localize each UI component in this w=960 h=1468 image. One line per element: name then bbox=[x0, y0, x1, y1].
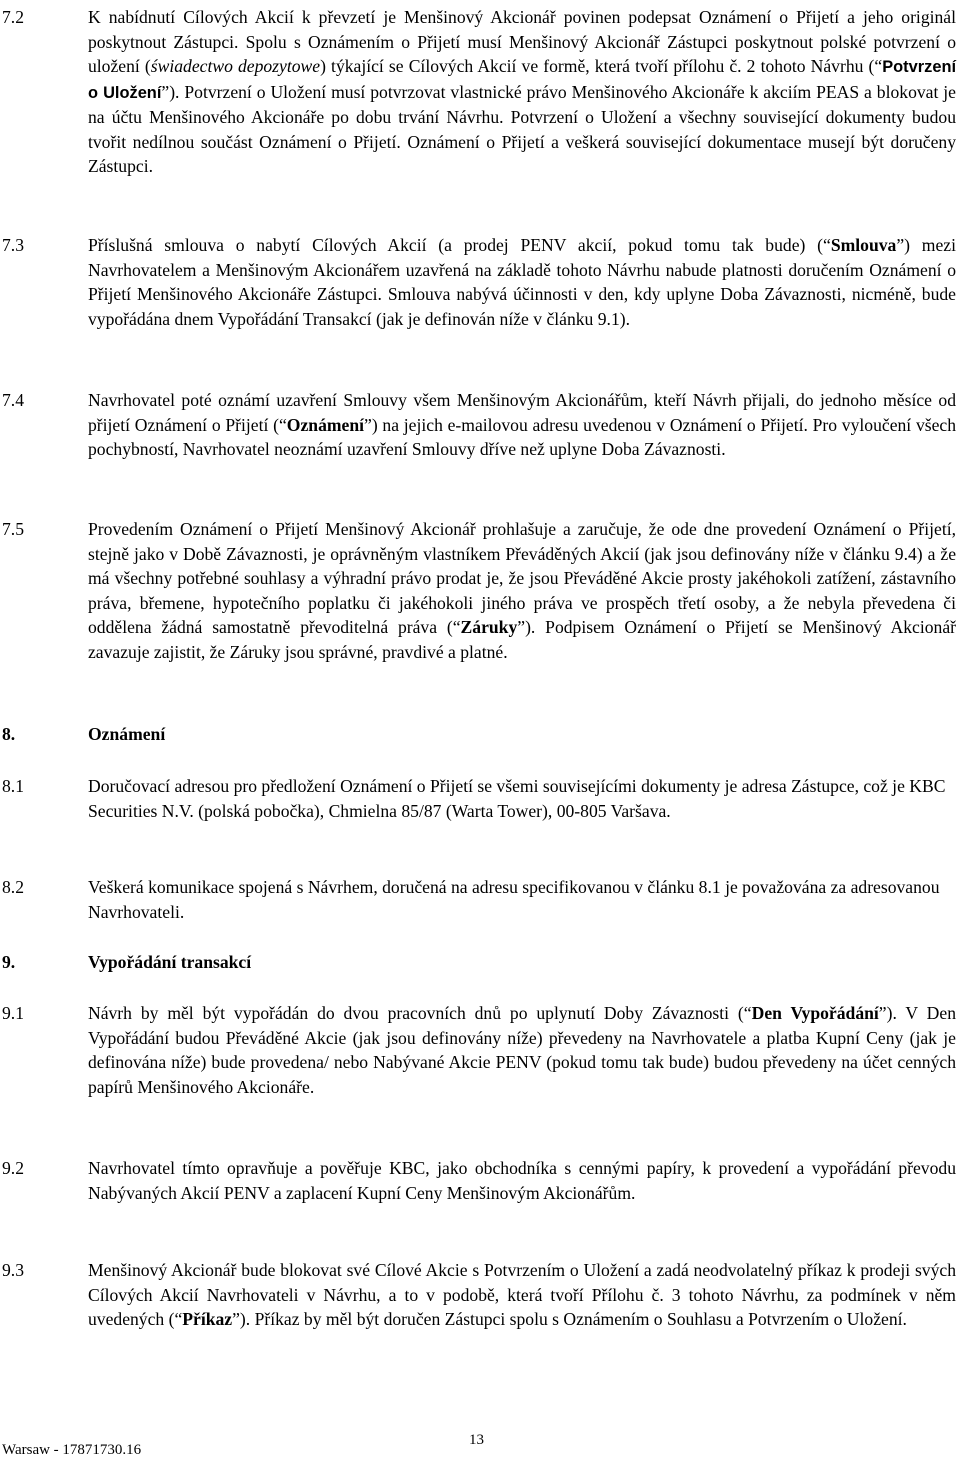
section-number: 7.4 bbox=[2, 390, 24, 410]
section-heading: Oznámení bbox=[88, 724, 166, 744]
text-run: Menšinový Akcionář bude blokovat své Cílové Akcie s Potvrzením o Uložení a zadá neodvolatelný příkaz k prodeji svých Cílových Akcií Navrhovateli v Návrhu, a to v podobě, která tvoří Přílohu č. 3 tohoto Návrhu, za podmínek v něm uvedených (“ bbox=[88, 1260, 956, 1329]
defined-term: Smlouva bbox=[830, 235, 897, 255]
section-number: 9.2 bbox=[2, 1158, 24, 1178]
section-text bbox=[88, 1258, 956, 1332]
text-run: Provedením Oznámení o Přijetí Menšinový Akcionář prohlašuje a zaručuje, že ode dne provedení Oznámení o Přijetí, stejně jako v Době Závaznosti, je oprávněným vlastníkem Převáděných Akcií (jak jsou definovány níže v článku 9.4) a že má všechny potřebné souhlasy a výhradní právo prodat je, že jsou Převáděné Akcie prosty jakéhokoli zatížení, zástavního práva, břemene, hypotečního poplatku či jakéhokoli jiného práva ve prospěch třetí osoby, a že nebyla převedena či oddělena žádná samostatně převoditelná práva (“ bbox=[88, 519, 956, 637]
text-run: Navrhovatel poté oznámí uzavření Smlouvy všem Menšinovým Akcionářům, kteří Návrh přijali, do jednoho měsíce od přijetí Oznámení o Přijetí (“ bbox=[88, 390, 956, 435]
text-run: K nabídnutí Cílových Akcií k převzetí je Menšinový Akcionář povinen podepsat Oznámení o Přijetí a jeho originál poskytnout Zástupci. Spolu s Oznámením o Přijetí musí Menšinový Akcionář Zástupci poskytnout polské potvrzení o uložení ( bbox=[88, 7, 956, 76]
section-text bbox=[88, 875, 956, 924]
defined-term: Záruky bbox=[460, 617, 518, 637]
document-reference: Warsaw - 17871730.16 bbox=[2, 1442, 142, 1458]
section-heading: Vypořádání transakcí bbox=[88, 952, 252, 972]
text-run: ”) mezi Navrhovatelem a Menšinovým Akcionářem uzavřená na základě tohoto Návrhu nabude platnosti doručením Oznámení o Přijetí Menšinového Akcionáře Zástupci. Smlouva nabývá účinnosti v den, kdy uplyne Doba Závaznosti, nicméně, bude vypořádána dnem Vypořádání Transakcí (jak je definován níže v článku 9.1). bbox=[88, 235, 956, 329]
defined-term: Den Vypořádání bbox=[751, 1003, 879, 1023]
text-run: ”). V Den Vypořádání budou Převáděné Akcie (jak jsou definovány níže) převedeny na Navrhovatele a platba Kupní Ceny (jak je definována níže) bude provedena/ nebo Nabývané Akcie PENV (pokud tomu tak bude) budou převedeny na účet cenných papírů Menšinového Akcionáře. bbox=[88, 1003, 956, 1097]
section-number: 8.1 bbox=[2, 776, 24, 796]
text-run: Návrh by měl být vypořádán do dvou pracovních dnů po uplynutí Doby Závaznosti (“ bbox=[88, 1003, 752, 1023]
text-run: ) týkající se Cílových Akcií ve formě, která tvoří přílohu č. 2 tohoto Návrhu (“ bbox=[320, 56, 883, 76]
text-run: ”). Příkaz by měl být doručen Zástupci spolu s Oznámením o Souhlasu a Potvrzením o Uložení. bbox=[232, 1309, 907, 1329]
section-number: 9.3 bbox=[2, 1260, 24, 1280]
section-number: 9. bbox=[2, 952, 16, 972]
text-run-italic: świadectwo depozytowe bbox=[150, 56, 321, 76]
text-run: ”) na jejich e-mailovou adresu uvedenou v Oznámení o Přijetí. Pro vyloučení všech pochybností, Navrhovatel neoznámí uzavření Smlouvy dříve než uplyne Doba Závaznosti. bbox=[88, 414, 956, 459]
text-run: Doručovací adresou pro předložení Oznámení o Přijetí se všemi souvisejícími dokumenty je adresa Zástupce, což je KBC Securities N.V. (polská pobočka), Chmielna 85/87 (Warta Tower), 00-805 Varšava. bbox=[88, 776, 946, 821]
section-number: 7.5 bbox=[2, 519, 24, 539]
text-run: ”). Potvrzení o Uložení musí potvrzovat vlastnické právo Menšinového Akcionáře k akciím PEAS a blokovat je na účtu Menšinového Akcionáře po dobu trvání Návrhu. Potvrzení o Uložení a všechny související dokumenty budou tvořit nedílnou součást Oznámení o Přijetí. Oznámení o Přijetí a veškerá související dokumentace musejí být doručeny Zástupci. bbox=[88, 81, 956, 176]
section-text bbox=[88, 1001, 956, 1099]
section-number: 8.2 bbox=[2, 877, 24, 897]
section-text bbox=[88, 774, 956, 823]
defined-term: Oznámení bbox=[286, 414, 365, 435]
section-text bbox=[88, 517, 956, 664]
section-number: 7.3 bbox=[2, 235, 24, 255]
section-text bbox=[88, 1156, 956, 1205]
text-run: Veškerá komunikace spojená s Návrhem, doručená na adresu specifikovanou v článku 8.1 je považována za adresovanou Navrhovateli. bbox=[88, 877, 940, 922]
text-run: ”). Podpisem Oznámení o Přijetí se Menšinový Akcionář zavazuje zajistit, že Záruky jsou správné, pravdivé a platné. bbox=[88, 617, 956, 662]
section-text bbox=[88, 5, 956, 179]
text-run: Navrhovatel tímto opravňuje a pověřuje KBC, jako obchodníka s cennými papíry, k provedení a vypořádání převodu Nabývaných Akcií PENV a zaplacení Kupní Ceny Menšinovým Akcionářům. bbox=[88, 1158, 956, 1203]
section-number: 9.1 bbox=[2, 1003, 24, 1023]
page-number: 13 bbox=[469, 1432, 484, 1448]
section-text bbox=[88, 388, 956, 462]
defined-term: Potvrzení o Uložení bbox=[88, 58, 957, 102]
text-run: Příslušná smlouva o nabytí Cílových Akcií (a prodej PENV akcií, pokud tomu tak bude) (“ bbox=[88, 235, 831, 255]
section-number: 7.2 bbox=[2, 7, 24, 27]
defined-term: Příkaz bbox=[182, 1309, 233, 1329]
section-text bbox=[88, 233, 956, 331]
section-number: 8. bbox=[2, 724, 16, 744]
